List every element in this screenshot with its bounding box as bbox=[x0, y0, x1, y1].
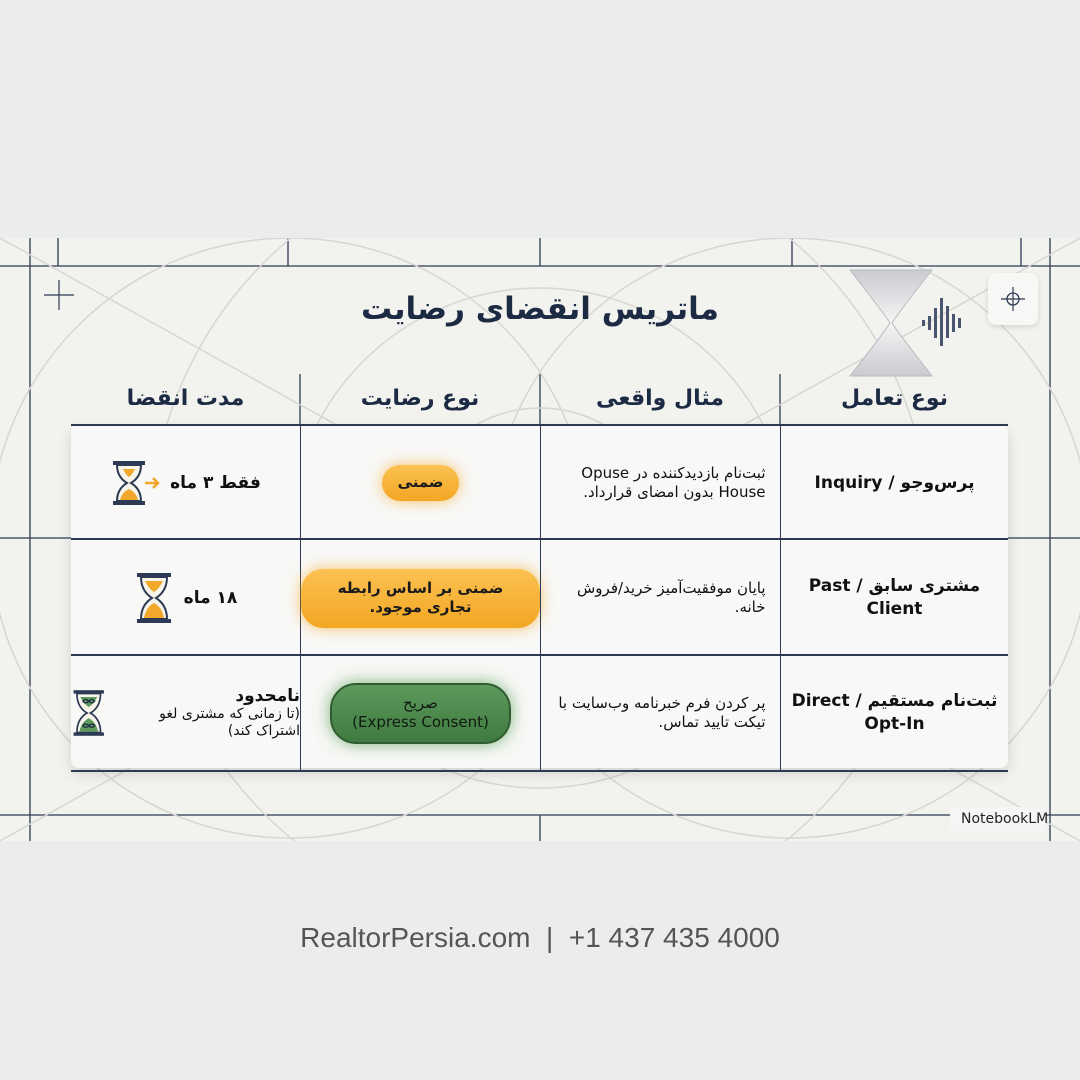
interaction-cell bbox=[780, 540, 1008, 656]
example-cell bbox=[540, 656, 780, 770]
header-duration: مدت انقضا bbox=[126, 385, 245, 411]
example-text: پایان موفقیت‌آمیز خرید/فروش خانه. bbox=[577, 578, 766, 616]
duration-cell bbox=[71, 540, 300, 656]
consent-label: صریح bbox=[403, 693, 438, 712]
hourglass-infinity-icon bbox=[71, 684, 106, 742]
hourglass-arrow-icon bbox=[110, 459, 160, 507]
example-text: پر کردن فرم خبرنامه وب‌سایت با تیکت تایید تماس. bbox=[558, 693, 766, 731]
hourglass-waveform-icon bbox=[840, 268, 980, 378]
crosshair-button[interactable] bbox=[988, 273, 1038, 325]
header-example: مثال واقعی bbox=[596, 385, 724, 411]
table-row bbox=[71, 654, 1008, 772]
duration-label: فقط ۳ ماه bbox=[170, 473, 261, 493]
interaction-cell bbox=[780, 426, 1008, 540]
table-row bbox=[71, 538, 1008, 656]
interaction-text: پرس‌وجو / Inquiry bbox=[814, 472, 975, 493]
consent-type-cell bbox=[300, 426, 540, 540]
consent-badge-implied: ضمنی bbox=[382, 465, 460, 501]
duration-label: ۱۸ ماه bbox=[183, 588, 238, 608]
consent-type-cell bbox=[300, 656, 540, 770]
page-title: ماتریس انقضای رضایت bbox=[361, 291, 719, 327]
example-cell bbox=[540, 426, 780, 540]
example-cell bbox=[540, 540, 780, 656]
example-text: ثبت‌نام بازدیدکننده در Opuse House بدون امضای قرارداد. bbox=[581, 463, 766, 501]
crosshair-icon bbox=[1000, 286, 1026, 312]
hourglass-icon bbox=[134, 571, 174, 625]
slide bbox=[0, 238, 1080, 841]
interaction-text: ثبت‌نام مستقیم / Direct Opt-In bbox=[791, 691, 998, 734]
badge-label: NotebookLM bbox=[961, 811, 1049, 827]
duration-cell bbox=[71, 426, 300, 540]
header-consent: نوع رضایت bbox=[360, 385, 480, 411]
footer-contact: RealtorPersia.com | +1 437 435 4000 bbox=[300, 922, 780, 953]
consent-type-cell bbox=[300, 540, 540, 656]
notebooklm-badge bbox=[950, 807, 1049, 831]
table-row bbox=[71, 424, 1008, 540]
interaction-cell bbox=[780, 656, 1008, 770]
consent-badge-express bbox=[330, 683, 511, 744]
consent-table bbox=[71, 424, 1008, 768]
consent-label-en: (Express Consent) bbox=[352, 713, 489, 731]
header-interaction: نوع تعامل bbox=[841, 385, 948, 411]
duration-note: (تا زمانی که مشتری لغو اشتراک کند) bbox=[159, 705, 300, 739]
duration-cell bbox=[71, 656, 300, 770]
interaction-text: مشتری سابق / Past Client bbox=[808, 576, 981, 619]
duration-label: نامحدود bbox=[235, 685, 300, 706]
consent-badge-implied-relationship: ضمنی بر اساس رابطه تجاری موجود. bbox=[301, 569, 540, 628]
